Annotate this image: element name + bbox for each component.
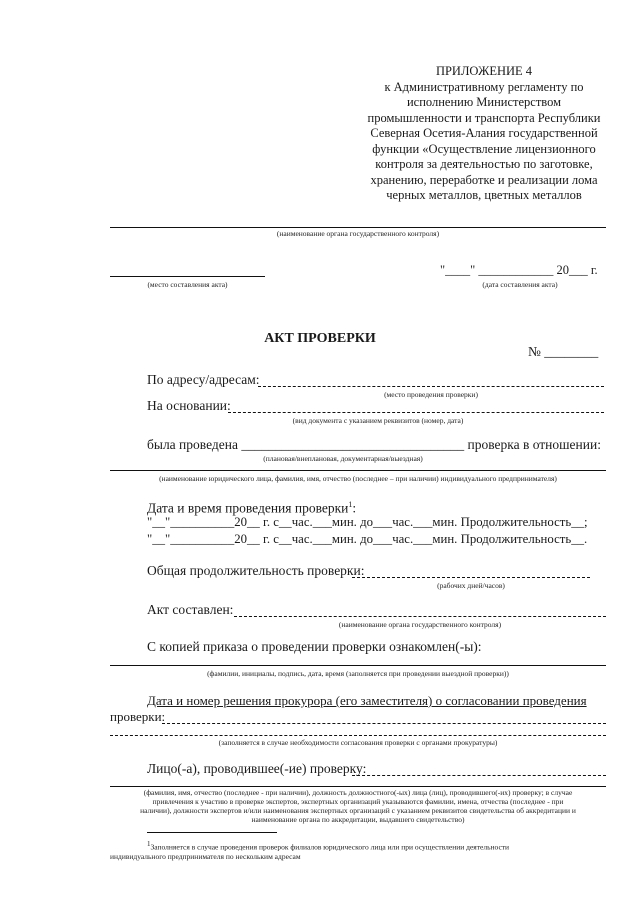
inspector-caption-line: наличии), должности экспертов и/или наименования экспертных организаций с указанием реквизитов свидетельства об аккредитации и <box>140 806 576 815</box>
prosecutor-line-extra <box>110 735 606 736</box>
appendix-line: промышленности и транспорта Республики <box>367 110 601 125</box>
date-prefix: "____" ____________ <box>440 263 554 277</box>
date-year: 20___ г. <box>556 263 598 277</box>
inspector-caption-line: наименование органа по аккредитации, выдавшего свидетельство) <box>251 815 465 824</box>
appendix-line: черных металлов, цветных металлов <box>386 188 582 202</box>
datetime-footnote-marker: 1 <box>348 500 353 509</box>
footnote-text-1: Заполняется в случае проведения проверок филиалов юридического лица или при осуществлении деятельности <box>150 842 510 852</box>
total-line <box>352 577 590 578</box>
act-number: № ________ <box>528 344 599 359</box>
act-title: АКТ ПРОВЕРКИ <box>264 331 376 346</box>
datetime-line-2: "__"__________20__ г. с__час.___мин. до___час.___мин. Продолжительность__. <box>147 532 588 546</box>
appendix-line: функции «Осуществление лицензионного <box>372 141 596 156</box>
prosecutor-line-1: Дата и номер решения прокурора (его заместителя) о согласовании проведения <box>147 693 587 708</box>
total-label: Общая продолжительность проверки: <box>147 563 365 578</box>
datetime-colon: : <box>352 500 357 516</box>
basis-line <box>228 412 604 413</box>
compiled-label: Акт составлен: <box>147 602 234 617</box>
date-caption: (дата составления акта) <box>482 280 558 289</box>
prosecutor-blank <box>162 723 606 724</box>
inspector-label: Лицо(-а), проводившее(-ие) проверку: <box>147 761 367 776</box>
authority-line <box>110 227 606 228</box>
appendix-block <box>360 64 608 204</box>
order-label: С копией приказа о проведении проверки ознакомлен(-ы): <box>147 639 482 654</box>
address-line <box>258 386 604 387</box>
footnote-separator <box>147 832 277 833</box>
authority-caption: (наименование органа государственного контроля) <box>276 229 440 238</box>
footnote-line-2: индивидуального предпринимателя по нескольким адресам <box>110 852 301 861</box>
compiled-caption: (наименование органа государственного контроля) <box>338 620 502 629</box>
inspector-line <box>110 786 606 787</box>
datetime-line-1: "__"__________20__ г. с__час.___мин. до___час.___мин. Продолжительность__; <box>147 515 588 529</box>
place-caption: (место составления акта) <box>147 280 228 289</box>
order-line <box>110 665 606 666</box>
compiled-line <box>234 616 606 617</box>
inspector-blank <box>352 775 606 776</box>
conducted-row <box>147 437 601 453</box>
appendix-line: Северная Осетия-Алания государственной <box>370 126 598 140</box>
footnote-marker: 1 <box>147 840 151 848</box>
conducted-label: была проведена <box>147 437 238 452</box>
appendix-line: к Административному регламенту по <box>384 79 584 94</box>
conducted-blank: _________________________________ <box>241 437 465 452</box>
conducted-caption: (плановая/внеплановая, документарная/выездная) <box>263 454 423 463</box>
basis-label: На основании: <box>147 398 231 413</box>
address-caption: (место проведения проверки) <box>384 390 478 399</box>
inspector-caption-line: привлечения к участию в проверке экспертов, экспертных организаций указываются фамилии, имена, отчества (последнее - при <box>152 797 564 806</box>
order-caption: (фамилии, инициалы, подпись, дата, время (заполняется при проведении выездной проверки)) <box>207 669 509 678</box>
entity-caption: (наименование юридического лица, фамилия, имя, отчество (последнее – при наличии) индивидуального предпринимателя) <box>159 474 557 483</box>
appendix-line: хранению, переработке и реализации лома <box>370 172 598 187</box>
date-field <box>440 262 598 278</box>
appendix-line: контроля за деятельностью по заготовке, <box>375 157 593 171</box>
inspector-caption-line: (фамилия, имя, отчество (последнее - при наличии), должность должностного(-ых) лица (лиц), проводившего(-их) проверку; в случае <box>143 788 573 797</box>
prosecutor-line-2: проверки: <box>110 709 166 724</box>
appendix-line: ПРИЛОЖЕНИЕ 4 <box>435 64 533 78</box>
inspector-caption <box>110 788 606 824</box>
place-line <box>110 276 265 277</box>
total-caption: (рабочих дней/часов) <box>437 581 505 590</box>
address-label: По адресу/адресам: <box>147 372 260 387</box>
footnote <box>147 840 607 852</box>
prosecutor-caption: (заполняется в случае необходимости согласования проверки с органами прокуратуры) <box>218 738 498 747</box>
conducted-tail: проверка в отношении: <box>467 437 601 452</box>
basis-caption: (вид документа с указанием реквизитов (номер, дата) <box>292 416 464 425</box>
datetime-label: Дата и время проведения проверки <box>147 500 349 516</box>
appendix-line: исполнению Министерством <box>406 95 562 109</box>
entity-line <box>110 470 606 471</box>
